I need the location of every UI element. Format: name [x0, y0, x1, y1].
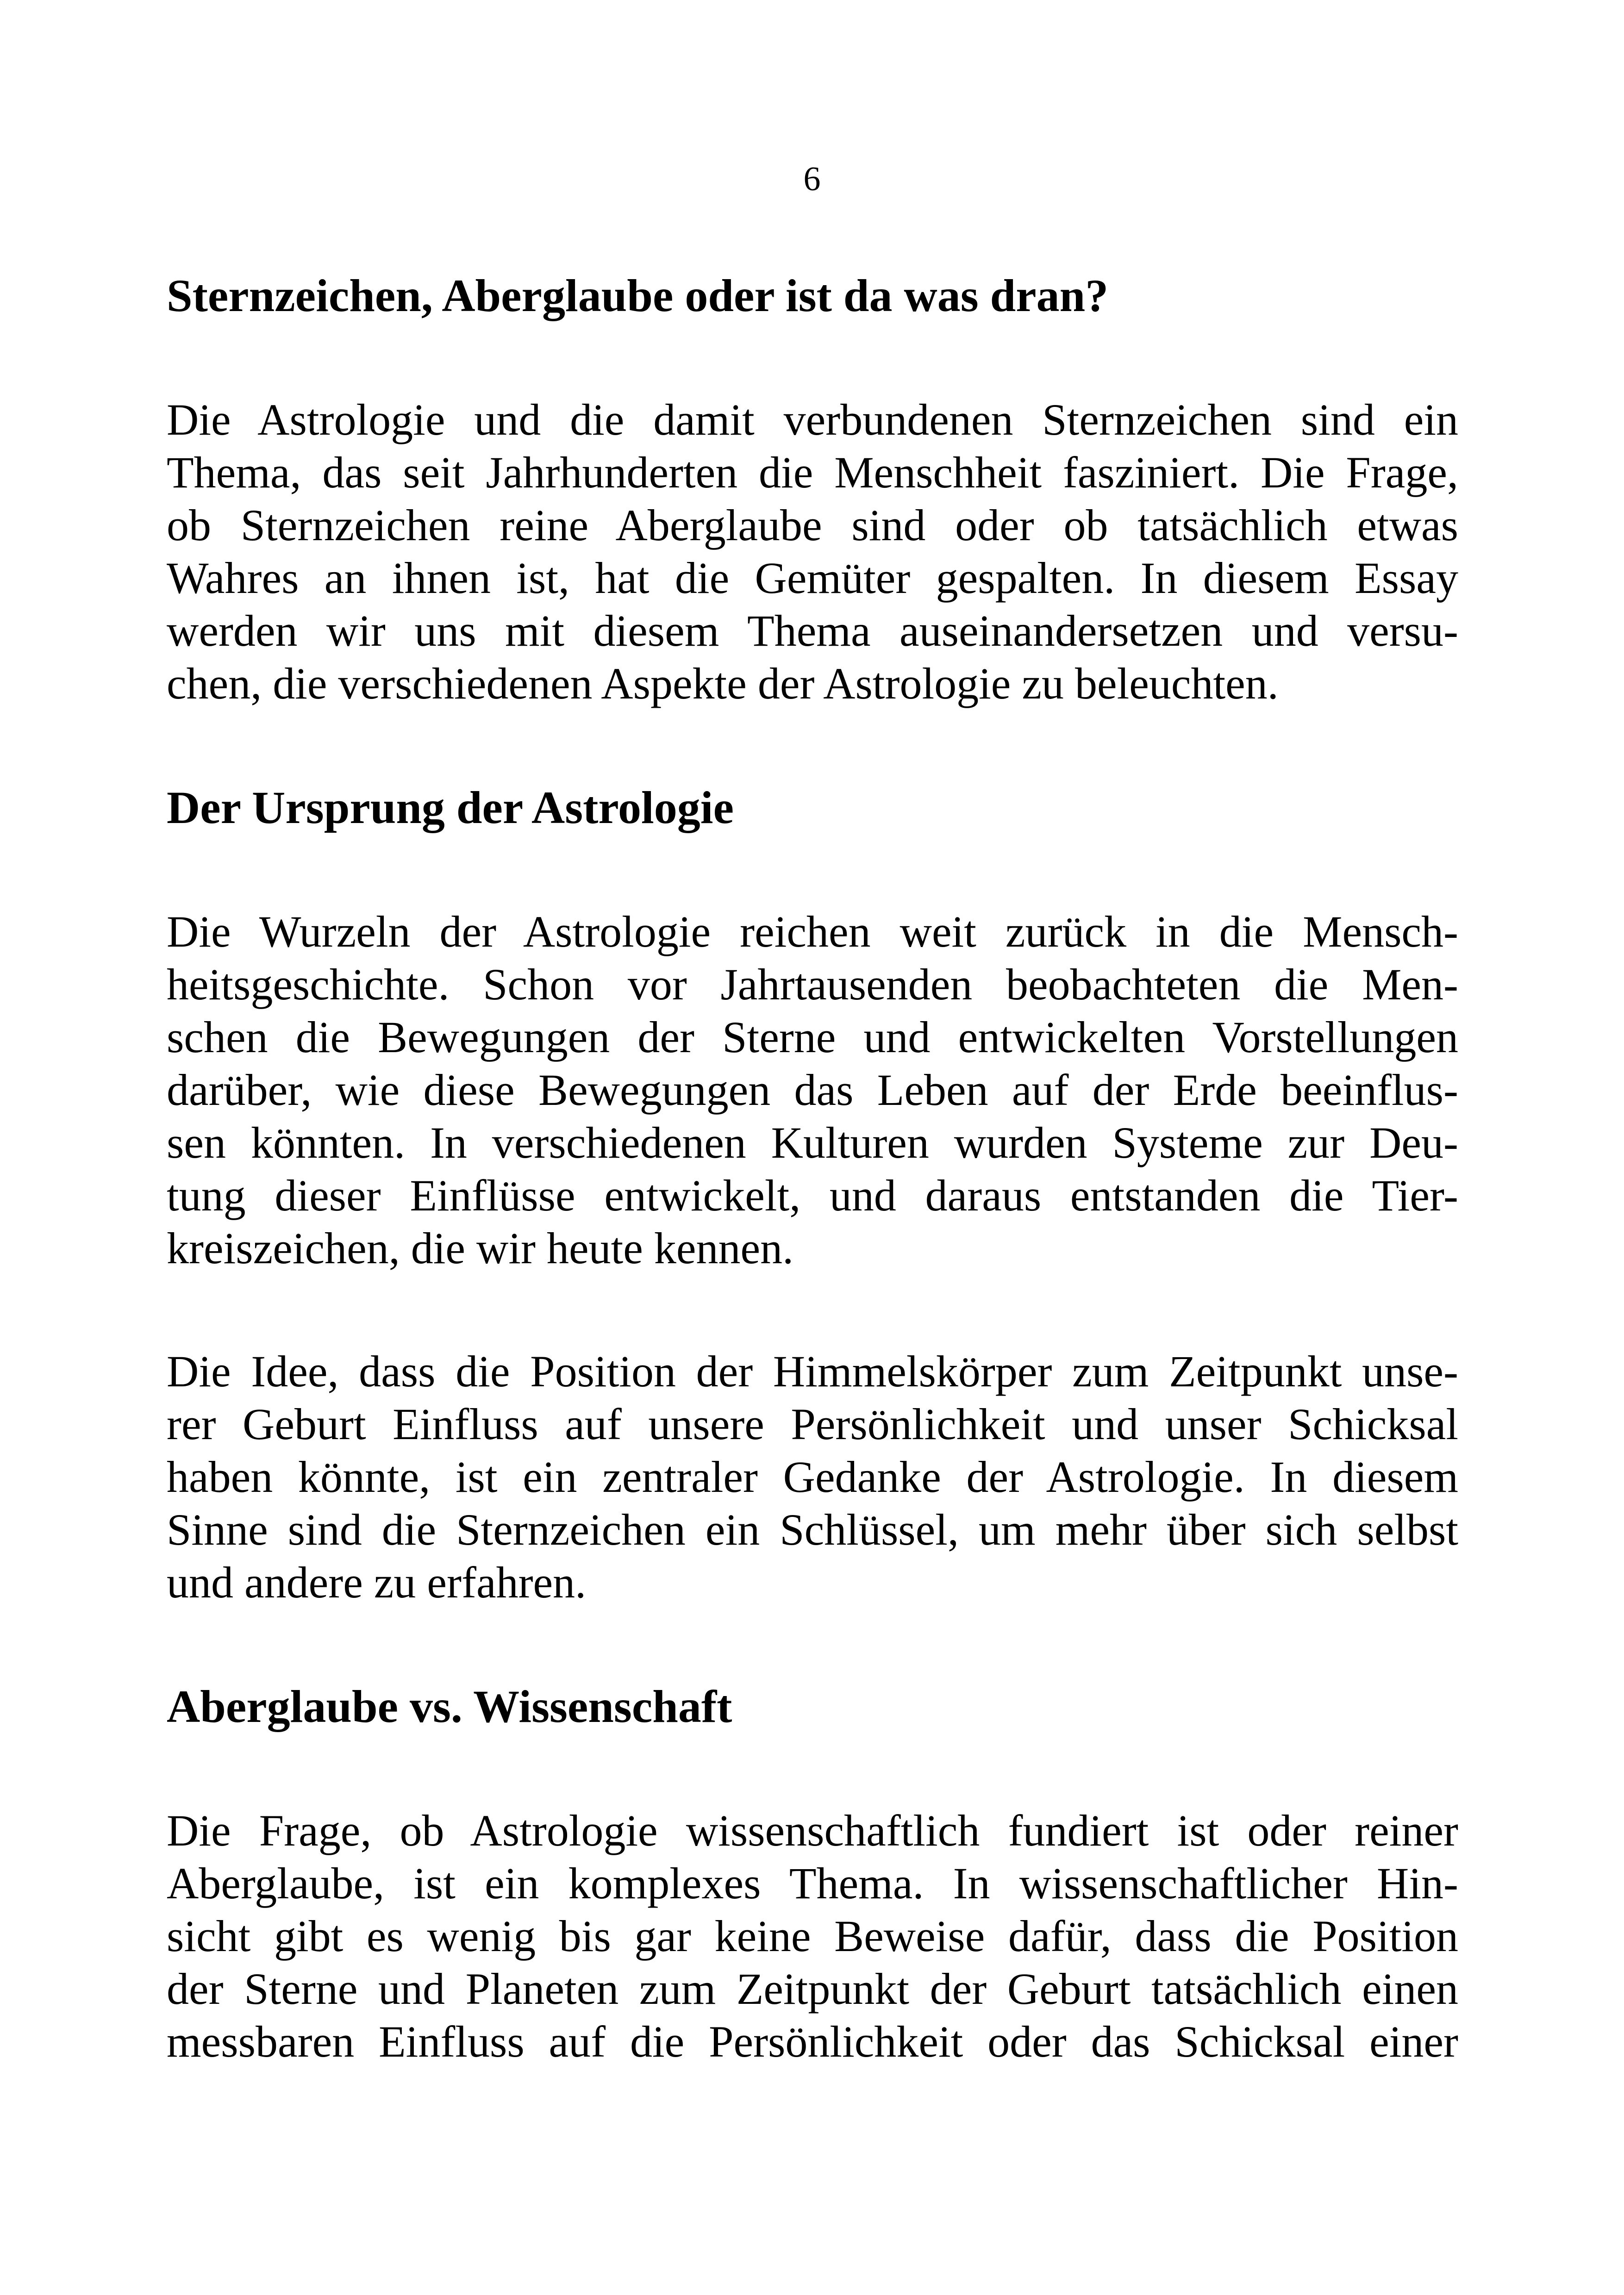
section-heading: Aberglaube vs. Wissenschaft	[167, 1681, 732, 1732]
paragraph	[167, 905, 1458, 1275]
text-line: Die Frage, ob Astrologie wissenschaftlich fundiert ist oder reiner	[167, 1806, 1458, 1855]
section-heading: Sternzeichen, Aberglaube oder ist da was dran?	[167, 270, 1109, 321]
paragraph	[167, 1804, 1458, 2068]
text-line: heitsgeschichte. Schon vor Jahrtausenden beobachteten die Men-	[167, 960, 1458, 1009]
text-line: darüber, wie diese Bewegungen das Leben auf der Erde beeinflus-	[167, 1065, 1458, 1115]
text-line: der Sterne und Planeten zum Zeitpunkt der Geburt tatsächlich einen	[167, 1964, 1458, 2014]
text-line: Die Idee, dass die Position der Himmelskörper zum Zeitpunkt unse-	[167, 1347, 1458, 1396]
text-line: tung dieser Einflüsse entwickelt, und daraus entstanden die Tier-	[167, 1171, 1458, 1220]
text-line: Wahres an ihnen ist, hat die Gemüter gespalten. In diesem Essay	[167, 553, 1458, 603]
section-heading: Der Ursprung der Astrologie	[167, 782, 734, 833]
text-line: Aberglaube, ist ein komplexes Thema. In wissenschaftlicher Hin-	[167, 1858, 1458, 1908]
text-line: sicht gibt es wenig bis gar keine Beweise dafür, dass die Position	[167, 1911, 1458, 1961]
text-line: und andere zu erfahren.	[167, 1558, 587, 1607]
text-line: kreiszeichen, die wir heute kennen.	[167, 1223, 794, 1273]
text-line: rer Geburt Einfluss auf unsere Persönlichkeit und unser Schicksal	[167, 1399, 1458, 1449]
text-line: Die Astrologie und die damit verbundenen Sternzeichen sind ein	[167, 395, 1458, 444]
text-line: chen, die verschiedenen Aspekte der Astrologie zu beleuchten.	[167, 659, 1279, 708]
text-line: Thema, das seit Jahrhunderten die Menschheit fasziniert. Die Frage,	[167, 448, 1458, 497]
text-line: Sinne sind die Sternzeichen ein Schlüssel, um mehr über sich selbst	[167, 1505, 1458, 1554]
paragraph	[167, 1345, 1458, 1609]
text-line: sen könnten. In verschiedenen Kulturen wurden Systeme zur Deu-	[167, 1118, 1458, 1167]
text-line: Die Wurzeln der Astrologie reichen weit zurück in die Mensch-	[167, 907, 1458, 956]
text-line: werden wir uns mit diesem Thema auseinandersetzen und versu-	[167, 606, 1458, 655]
text-line: schen die Bewegungen der Sterne und entwickelten Vorstellungen	[167, 1012, 1458, 1062]
paragraph	[167, 393, 1458, 710]
text-line: messbaren Einfluss auf die Persönlichkeit oder das Schicksal einer	[167, 2017, 1458, 2066]
text-line: haben könnte, ist ein zentraler Gedanke der Astrologie. In diesem	[167, 1452, 1458, 1502]
text-line: ob Sternzeichen reine Aberglaube sind oder ob tatsächlich etwas	[167, 500, 1458, 550]
page-number: 6	[803, 160, 821, 198]
document-body	[167, 268, 1458, 2068]
